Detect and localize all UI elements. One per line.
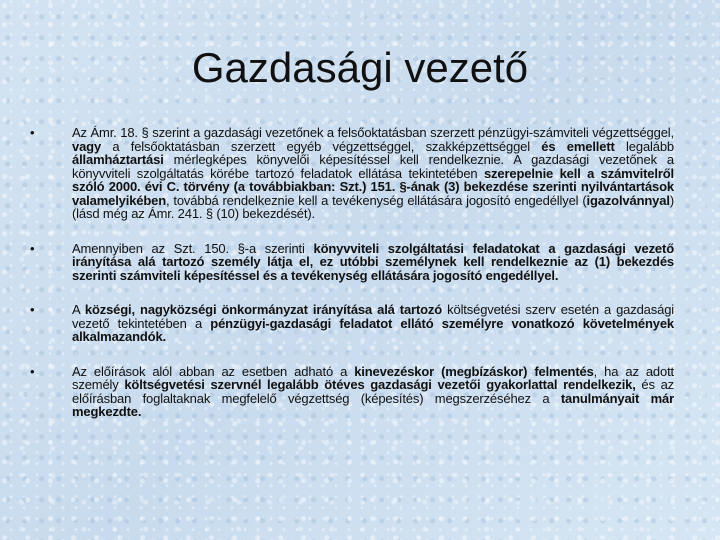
bold-text: pénzügyi-gazdasági feladatot ellátó személyre vonatkozó követelmények alkalmazandók. (72, 315, 674, 344)
bold-text: tanulmányait már megkezdte. (72, 390, 674, 419)
bold-text: könyvviteli szolgáltatási feladatokat a gazdasági vezető irányítása alá tartozó személy látja el, ez utóbbi személynek kell rendelkeznie az (1) bekezdés szerinti számviteli képesítéssel és a tevékenység ellátására jogosító engedéllyel. (72, 240, 674, 283)
bullet-icon: • (30, 240, 35, 256)
text-segment: A (72, 302, 85, 317)
list-item (28, 365, 674, 419)
bullet-icon: • (30, 363, 35, 379)
text-segment: ) (lásd még az Ámr. 241. § (10) bekezdését). (72, 192, 674, 221)
text-segment: a felsőoktatásban szerzett egyéb végzettséggel, szakképzettséggel (101, 138, 542, 154)
text-segment: legalább (614, 138, 674, 154)
bullet-icon: • (30, 125, 35, 140)
paragraph (72, 303, 674, 344)
text-segment: , ha az adott személy (72, 363, 674, 392)
paragraph (72, 365, 674, 419)
bold-text: államháztartási (72, 152, 164, 167)
paragraph (72, 126, 674, 221)
bold-text: és emellett (541, 138, 615, 154)
bullet-icon: • (30, 302, 35, 317)
bold-text: kinevezéskor (megbízáskor) felmentés (354, 363, 594, 379)
paragraph (72, 242, 674, 283)
slide-title: Gazdasági vezető (191, 44, 529, 91)
bold-text: szerepelnie kell a számvitelről szóló 2000. évi C. törvény (a továbbiakban: Szt.) 151. §-ának (3) bekezdése szerinti nyilvántartások valamelyikében (72, 165, 674, 208)
text-segment: és az előírásban foglaltaknak megfelelő végzettség (képesítés) megszerzéséhez a (72, 377, 674, 406)
list-item (28, 242, 674, 283)
bold-text: költségvetési szervnél legalább ötéves gazdasági vezetői gyakorlattal rendelkezik, (124, 377, 636, 392)
text-segment: költségvetési szerv esetén a gazdasági vezető tekintetében a (72, 302, 675, 331)
list-item (28, 126, 674, 221)
text-segment: mérlegképes könyvelői képesítéssel kell rendelkeznie. A gazdasági vezetőnek a könyvviteli szolgáltatás körébe tartozó feladatok ellátása tekintetében (72, 152, 674, 181)
bullet-list (28, 126, 674, 440)
text-segment: Amennyiben az Szt. 150. §-a szerinti (72, 240, 314, 256)
text-segment: , továbbá rendelkeznie kell a tevékenység ellátására jogosító engedéllyel ( (166, 192, 587, 208)
bold-text: vagy (72, 138, 102, 154)
bold-text: községi, nagyközségi önkormányzat irányítása alá tartozó (84, 302, 443, 317)
list-item (28, 303, 674, 344)
text-segment: Az előírások alól abban az esetben adható a (72, 363, 355, 379)
bold-text: igazolvánnyal (586, 192, 670, 208)
text-segment: Az Ámr. 18. § szerint a gazdasági vezetőnek a felsőoktatásban szerzett pénzügyi-számviteli végzettséggel, (72, 125, 674, 140)
